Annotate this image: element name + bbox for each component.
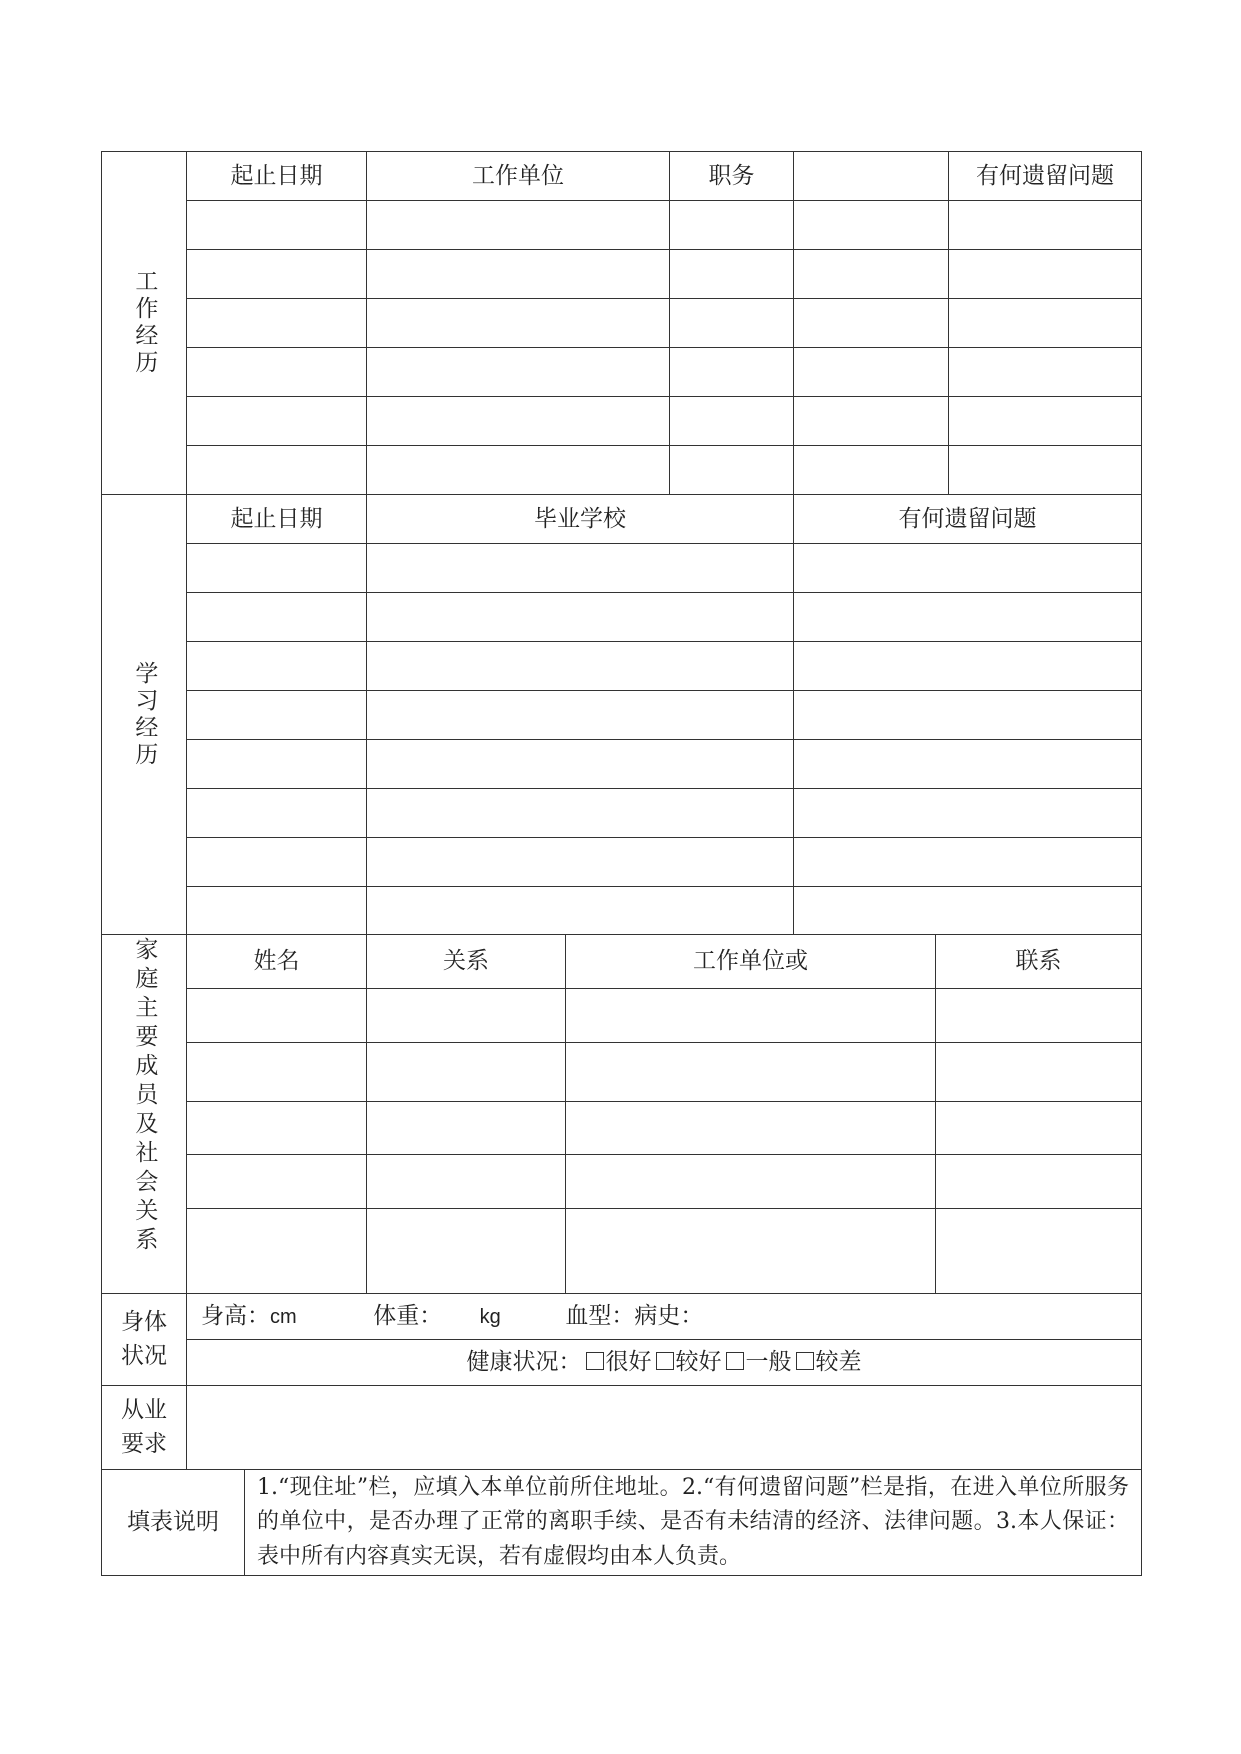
family-cell[interactable] — [367, 1102, 566, 1155]
study-cell[interactable] — [367, 691, 794, 740]
family-cell[interactable] — [566, 1155, 936, 1209]
study-header-issues: 有何遗留问题 — [794, 495, 1142, 544]
instructions-text: 1.“现住址”栏，应填入本单位前所住地址。2.“有何遗留问题”栏是指，在进入单位所服务的单位中，是否办理了正常的离职手续、是否有未结清的经济、法律问题。3.本人保证：表中所有内容真实无误，若有虚假均由本人负责。 — [245, 1470, 1142, 1576]
work-cell[interactable] — [187, 446, 367, 495]
work-cell[interactable] — [187, 250, 367, 299]
family-cell[interactable] — [367, 989, 566, 1043]
work-cell[interactable] — [949, 446, 1142, 495]
study-header-school: 毕业学校 — [367, 495, 794, 544]
family-cell[interactable] — [367, 1043, 566, 1102]
family-cell[interactable] — [367, 1209, 566, 1294]
medical-history-label: 病史： — [634, 1303, 704, 1330]
checkbox-poor[interactable] — [796, 1352, 814, 1370]
study-history-label: 学习经历 — [102, 495, 187, 935]
study-cell[interactable] — [367, 887, 794, 935]
family-cell[interactable] — [936, 1155, 1142, 1209]
study-cell[interactable] — [794, 593, 1142, 642]
work-cell[interactable] — [949, 201, 1142, 250]
work-cell[interactable] — [367, 348, 670, 397]
work-cell[interactable] — [670, 446, 794, 495]
study-cell[interactable] — [367, 740, 794, 789]
study-cell[interactable] — [187, 789, 367, 838]
health-table — [101, 1293, 1142, 1470]
study-cell[interactable] — [187, 740, 367, 789]
work-cell[interactable] — [670, 299, 794, 348]
work-cell[interactable] — [794, 201, 949, 250]
study-cell[interactable] — [794, 838, 1142, 887]
family-header-relation: 关系 — [367, 935, 566, 989]
instructions-table — [101, 1469, 1142, 1576]
family-cell[interactable] — [187, 1155, 367, 1209]
family-cell[interactable] — [187, 1102, 367, 1155]
work-history-label: 工作经历 — [102, 152, 187, 495]
family-header-contact: 联系 — [936, 935, 1142, 989]
health-status-label: 健康状况： — [466, 1349, 582, 1376]
work-cell[interactable] — [367, 250, 670, 299]
height-unit: cm — [270, 1306, 297, 1329]
weight-unit: kg — [479, 1306, 501, 1329]
family-cell[interactable] — [187, 989, 367, 1043]
work-header-blank — [794, 152, 949, 201]
family-cell[interactable] — [566, 989, 936, 1043]
family-cell[interactable] — [936, 1102, 1142, 1155]
study-cell[interactable] — [187, 593, 367, 642]
family-cell[interactable] — [187, 1209, 367, 1294]
study-header-dates: 起止日期 — [187, 495, 367, 544]
study-cell[interactable] — [367, 642, 794, 691]
study-cell[interactable] — [367, 789, 794, 838]
option-good: 较好 — [675, 1349, 722, 1376]
family-cell[interactable] — [936, 989, 1142, 1043]
blood-type-label: 血型： — [565, 1303, 635, 1330]
study-cell[interactable] — [187, 887, 367, 935]
work-cell[interactable] — [794, 250, 949, 299]
study-cell[interactable] — [367, 593, 794, 642]
study-cell[interactable] — [794, 789, 1142, 838]
work-history-table — [101, 151, 1142, 495]
work-cell[interactable] — [949, 250, 1142, 299]
family-label: 家庭主要成员及社会关系 — [102, 935, 187, 1294]
work-cell[interactable] — [794, 299, 949, 348]
work-cell[interactable] — [670, 250, 794, 299]
work-cell[interactable] — [949, 397, 1142, 446]
study-cell[interactable] — [367, 838, 794, 887]
work-cell[interactable] — [187, 299, 367, 348]
study-cell[interactable] — [187, 691, 367, 740]
family-cell[interactable] — [566, 1209, 936, 1294]
study-cell[interactable] — [794, 544, 1142, 593]
family-cell[interactable] — [936, 1209, 1142, 1294]
work-cell[interactable] — [367, 299, 670, 348]
work-header-employer: 工作单位 — [367, 152, 670, 201]
work-cell[interactable] — [949, 348, 1142, 397]
study-cell[interactable] — [794, 887, 1142, 935]
checkbox-very-good[interactable] — [586, 1352, 604, 1370]
work-cell[interactable] — [367, 201, 670, 250]
work-cell[interactable] — [367, 397, 670, 446]
work-header-issues: 有何遗留问题 — [949, 152, 1142, 201]
work-cell[interactable] — [187, 348, 367, 397]
work-cell[interactable] — [794, 397, 949, 446]
family-cell[interactable] — [566, 1043, 936, 1102]
height-label: 身高： — [201, 1303, 270, 1330]
work-cell[interactable] — [949, 299, 1142, 348]
work-cell[interactable] — [670, 201, 794, 250]
checkbox-good[interactable] — [656, 1352, 674, 1370]
study-cell[interactable] — [187, 642, 367, 691]
option-very-good: 很好 — [605, 1349, 652, 1376]
work-header-position: 职务 — [670, 152, 794, 201]
option-poor: 较差 — [815, 1349, 862, 1376]
work-cell[interactable] — [367, 446, 670, 495]
work-cell[interactable] — [794, 348, 949, 397]
option-average: 一般 — [745, 1349, 792, 1376]
family-table — [101, 934, 1142, 1294]
study-history-table — [101, 494, 1142, 935]
family-cell[interactable] — [566, 1102, 936, 1155]
work-cell[interactable] — [670, 348, 794, 397]
study-cell[interactable] — [794, 691, 1142, 740]
instructions-label: 填表说明 — [102, 1470, 245, 1576]
work-cell[interactable] — [187, 397, 367, 446]
family-cell[interactable] — [936, 1043, 1142, 1102]
weight-label: 体重： — [373, 1303, 443, 1330]
requirement-field[interactable] — [187, 1386, 1142, 1470]
work-cell[interactable] — [794, 446, 949, 495]
study-cell[interactable] — [794, 740, 1142, 789]
family-header-employer: 工作单位或 — [566, 935, 936, 989]
family-cell[interactable] — [187, 1043, 367, 1102]
health-status — [187, 1340, 1142, 1386]
family-header-name: 姓名 — [187, 935, 367, 989]
work-header-dates: 起止日期 — [187, 152, 367, 201]
requirement-label: 从业要求 — [102, 1386, 187, 1470]
health-metrics — [187, 1294, 1142, 1340]
study-cell[interactable] — [187, 544, 367, 593]
study-cell[interactable] — [794, 642, 1142, 691]
study-cell[interactable] — [367, 544, 794, 593]
checkbox-average[interactable] — [726, 1352, 744, 1370]
work-cell[interactable] — [187, 201, 367, 250]
study-cell[interactable] — [187, 838, 367, 887]
health-label: 身体状况 — [102, 1294, 187, 1386]
work-cell[interactable] — [670, 397, 794, 446]
family-cell[interactable] — [367, 1155, 566, 1209]
